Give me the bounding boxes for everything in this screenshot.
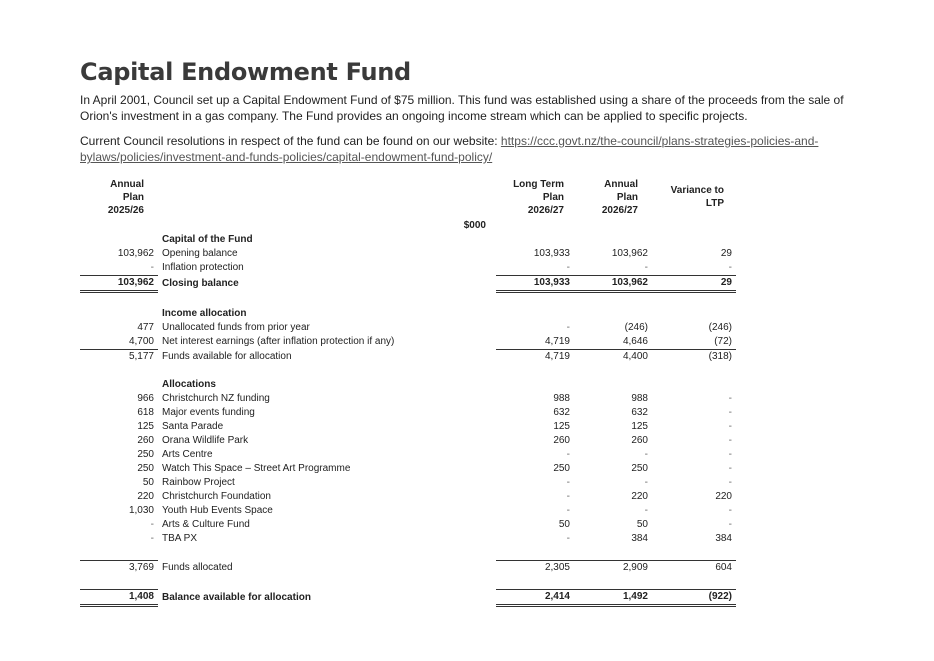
ap25-cell: 477 (137, 322, 154, 333)
variance-cell: - (728, 435, 732, 446)
ap25-cell: 103,962 (117, 248, 154, 259)
label-cell: Arts Centre (162, 449, 213, 460)
table-row (80, 261, 736, 276)
ap25-cell: - (150, 519, 154, 530)
label-cell: Orana Wildlife Park (162, 435, 249, 446)
ap25-cell: 618 (137, 407, 154, 418)
variance-cell: (922) (652, 590, 736, 606)
ap25-cell: 125 (137, 421, 154, 432)
label-cell: Unallocated funds from prior year (162, 322, 310, 333)
ap26-cell: - (644, 505, 648, 516)
table-row (80, 420, 736, 434)
table-header-row (80, 175, 736, 219)
ap25-cell: 250 (137, 449, 154, 460)
ap26-cell: (246) (624, 322, 648, 333)
policy-link[interactable]: https://ccc.govt.nz/the-council/plans-strategies-policies-and-bylaws/policies/investment-and-funds-policies/capital-endowment-fund-policy/ (80, 134, 819, 164)
table-row (80, 504, 736, 518)
ap26-cell: 125 (631, 421, 648, 432)
variance-cell: - (728, 421, 732, 432)
variance-cell: (72) (652, 335, 736, 350)
ap26-cell: 250 (631, 463, 648, 474)
label-cell: Rainbow Project (162, 477, 235, 488)
ap25-cell: 250 (137, 463, 154, 474)
balance-row (80, 590, 736, 606)
ltp-cell: 2,414 (496, 590, 574, 606)
label-cell: Closing balance (162, 277, 239, 289)
ltp-cell: - (566, 533, 570, 544)
ltp-cell: 103,933 (496, 276, 574, 292)
ap25-cell: 5,177 (128, 351, 154, 362)
label-cell: Arts & Culture Fund (162, 519, 250, 530)
variance-cell: 29 (652, 276, 736, 292)
variance-cell: - (652, 261, 736, 276)
ap26-cell: 50 (636, 519, 648, 530)
variance-cell: - (728, 477, 732, 488)
ap25-cell: 260 (137, 435, 154, 446)
ap26-cell: 4,646 (574, 335, 652, 350)
ltp-cell: 632 (553, 407, 570, 418)
variance-cell: - (728, 393, 732, 404)
ltp-cell: - (566, 505, 570, 516)
label-cell: Net interest earnings (after inflation protection if any) (162, 336, 395, 348)
label-cell: Major events funding (162, 407, 255, 418)
intro-paragraph: In April 2001, Council set up a Capital Endowment Fund of $75 million. This fund was established using a share of the proceeds from the sale of Orion's investment in a gas company. The Fund provides an ongoing income stream which can be applied to specific projects. (80, 93, 844, 123)
resolution-paragraph (80, 133, 860, 165)
label-cell: Funds allocated (162, 561, 233, 573)
ltp-cell: 2,305 (496, 561, 574, 576)
ap26-cell: - (574, 261, 652, 276)
section-heading: Allocations (162, 379, 216, 390)
table-row (80, 462, 736, 476)
ap26-cell: 1,492 (574, 590, 652, 606)
label-cell: Inflation protection (162, 262, 244, 274)
label-cell: Christchurch Foundation (162, 491, 271, 502)
variance-cell: 384 (715, 533, 732, 544)
ap25-cell: 1,408 (80, 590, 158, 606)
ap25-cell: 1,030 (128, 505, 154, 516)
header-annual-plan-2025: Annual Plan 2025/26 (107, 178, 144, 216)
ap25-cell: - (150, 533, 154, 544)
ltp-cell: 250 (553, 463, 570, 474)
table-row (80, 448, 736, 462)
fund-table (80, 175, 736, 607)
ap25-cell: 220 (137, 491, 154, 502)
unit-label: $000 (463, 220, 486, 231)
ap25-cell: 3,769 (80, 561, 158, 576)
ap25-cell: 4,700 (80, 335, 158, 350)
ltp-cell: - (496, 261, 574, 276)
ltp-cell: - (566, 322, 570, 333)
table-row (80, 518, 736, 532)
header-variance: Variance to LTP (670, 185, 724, 209)
total-row (80, 276, 736, 292)
table-row (80, 434, 736, 448)
table-row (80, 350, 736, 365)
ap26-cell: 103,962 (574, 276, 652, 292)
ltp-cell: 125 (553, 421, 570, 432)
ltp-cell: 4,719 (496, 335, 574, 350)
variance-cell: (246) (708, 322, 732, 333)
table-row (80, 335, 736, 350)
label-cell: TBA PX (162, 533, 198, 544)
ltp-cell: 103,933 (533, 248, 570, 259)
section-heading: Income allocation (162, 308, 247, 319)
ap26-cell: 988 (631, 393, 648, 404)
section-heading-row (80, 307, 736, 321)
variance-cell: - (728, 449, 732, 460)
ap26-cell: 2,909 (574, 561, 652, 576)
table-row (80, 247, 736, 261)
ltp-cell: 50 (558, 519, 570, 530)
ap26-cell: 103,962 (611, 248, 648, 259)
header-annual-plan-2026: Annual Plan 2026/27 (601, 178, 638, 216)
variance-cell: 604 (652, 561, 736, 576)
ap25-cell: 103,962 (80, 276, 158, 292)
document-page (80, 58, 860, 603)
label-cell: Youth Hub Events Space (162, 505, 273, 516)
section-heading-row (80, 233, 736, 247)
label-cell: Balance available for allocation (162, 591, 311, 603)
resolution-text: Current Council resolutions in respect of the fund can be found on our website: (80, 134, 501, 148)
variance-cell: - (728, 463, 732, 474)
ap26-cell: 384 (631, 533, 648, 544)
label-cell: Funds available for allocation (162, 350, 292, 362)
label-cell: Santa Parade (162, 421, 224, 432)
table-row (80, 476, 736, 490)
table-row (80, 532, 736, 546)
ltp-cell: - (566, 449, 570, 460)
ltp-cell: 4,719 (544, 351, 570, 362)
table-body (80, 233, 736, 606)
table-row (80, 406, 736, 420)
ap26-cell: 632 (631, 407, 648, 418)
total-row (80, 561, 736, 576)
table-row (80, 490, 736, 504)
ap26-cell: 260 (631, 435, 648, 446)
ap26-cell: 4,400 (622, 351, 648, 362)
ap25-cell: 966 (137, 393, 154, 404)
ap25-cell: - (80, 261, 158, 276)
table-row (80, 392, 736, 406)
ltp-cell: - (566, 477, 570, 488)
section-heading: Capital of the Fund (162, 234, 253, 245)
variance-cell: - (728, 407, 732, 418)
ap26-cell: - (644, 477, 648, 488)
ap26-cell: 220 (631, 491, 648, 502)
label-cell: Watch This Space – Street Art Programme (162, 463, 351, 474)
ltp-cell: 988 (553, 393, 570, 404)
label-cell: Opening balance (162, 248, 238, 259)
ltp-cell: 260 (553, 435, 570, 446)
ap26-cell: - (644, 449, 648, 460)
section-heading-row (80, 378, 736, 392)
table-row (80, 321, 736, 335)
variance-cell: (318) (708, 351, 732, 362)
variance-cell: - (728, 505, 732, 516)
variance-cell: 220 (715, 491, 732, 502)
page-title: Capital Endowment Fund (80, 58, 411, 86)
variance-cell: 29 (720, 248, 732, 259)
ltp-cell: - (566, 491, 570, 502)
variance-cell: - (728, 519, 732, 530)
ap25-cell: 50 (142, 477, 154, 488)
header-long-term-plan: Long Term Plan 2026/27 (513, 178, 564, 216)
label-cell: Christchurch NZ funding (162, 393, 270, 404)
